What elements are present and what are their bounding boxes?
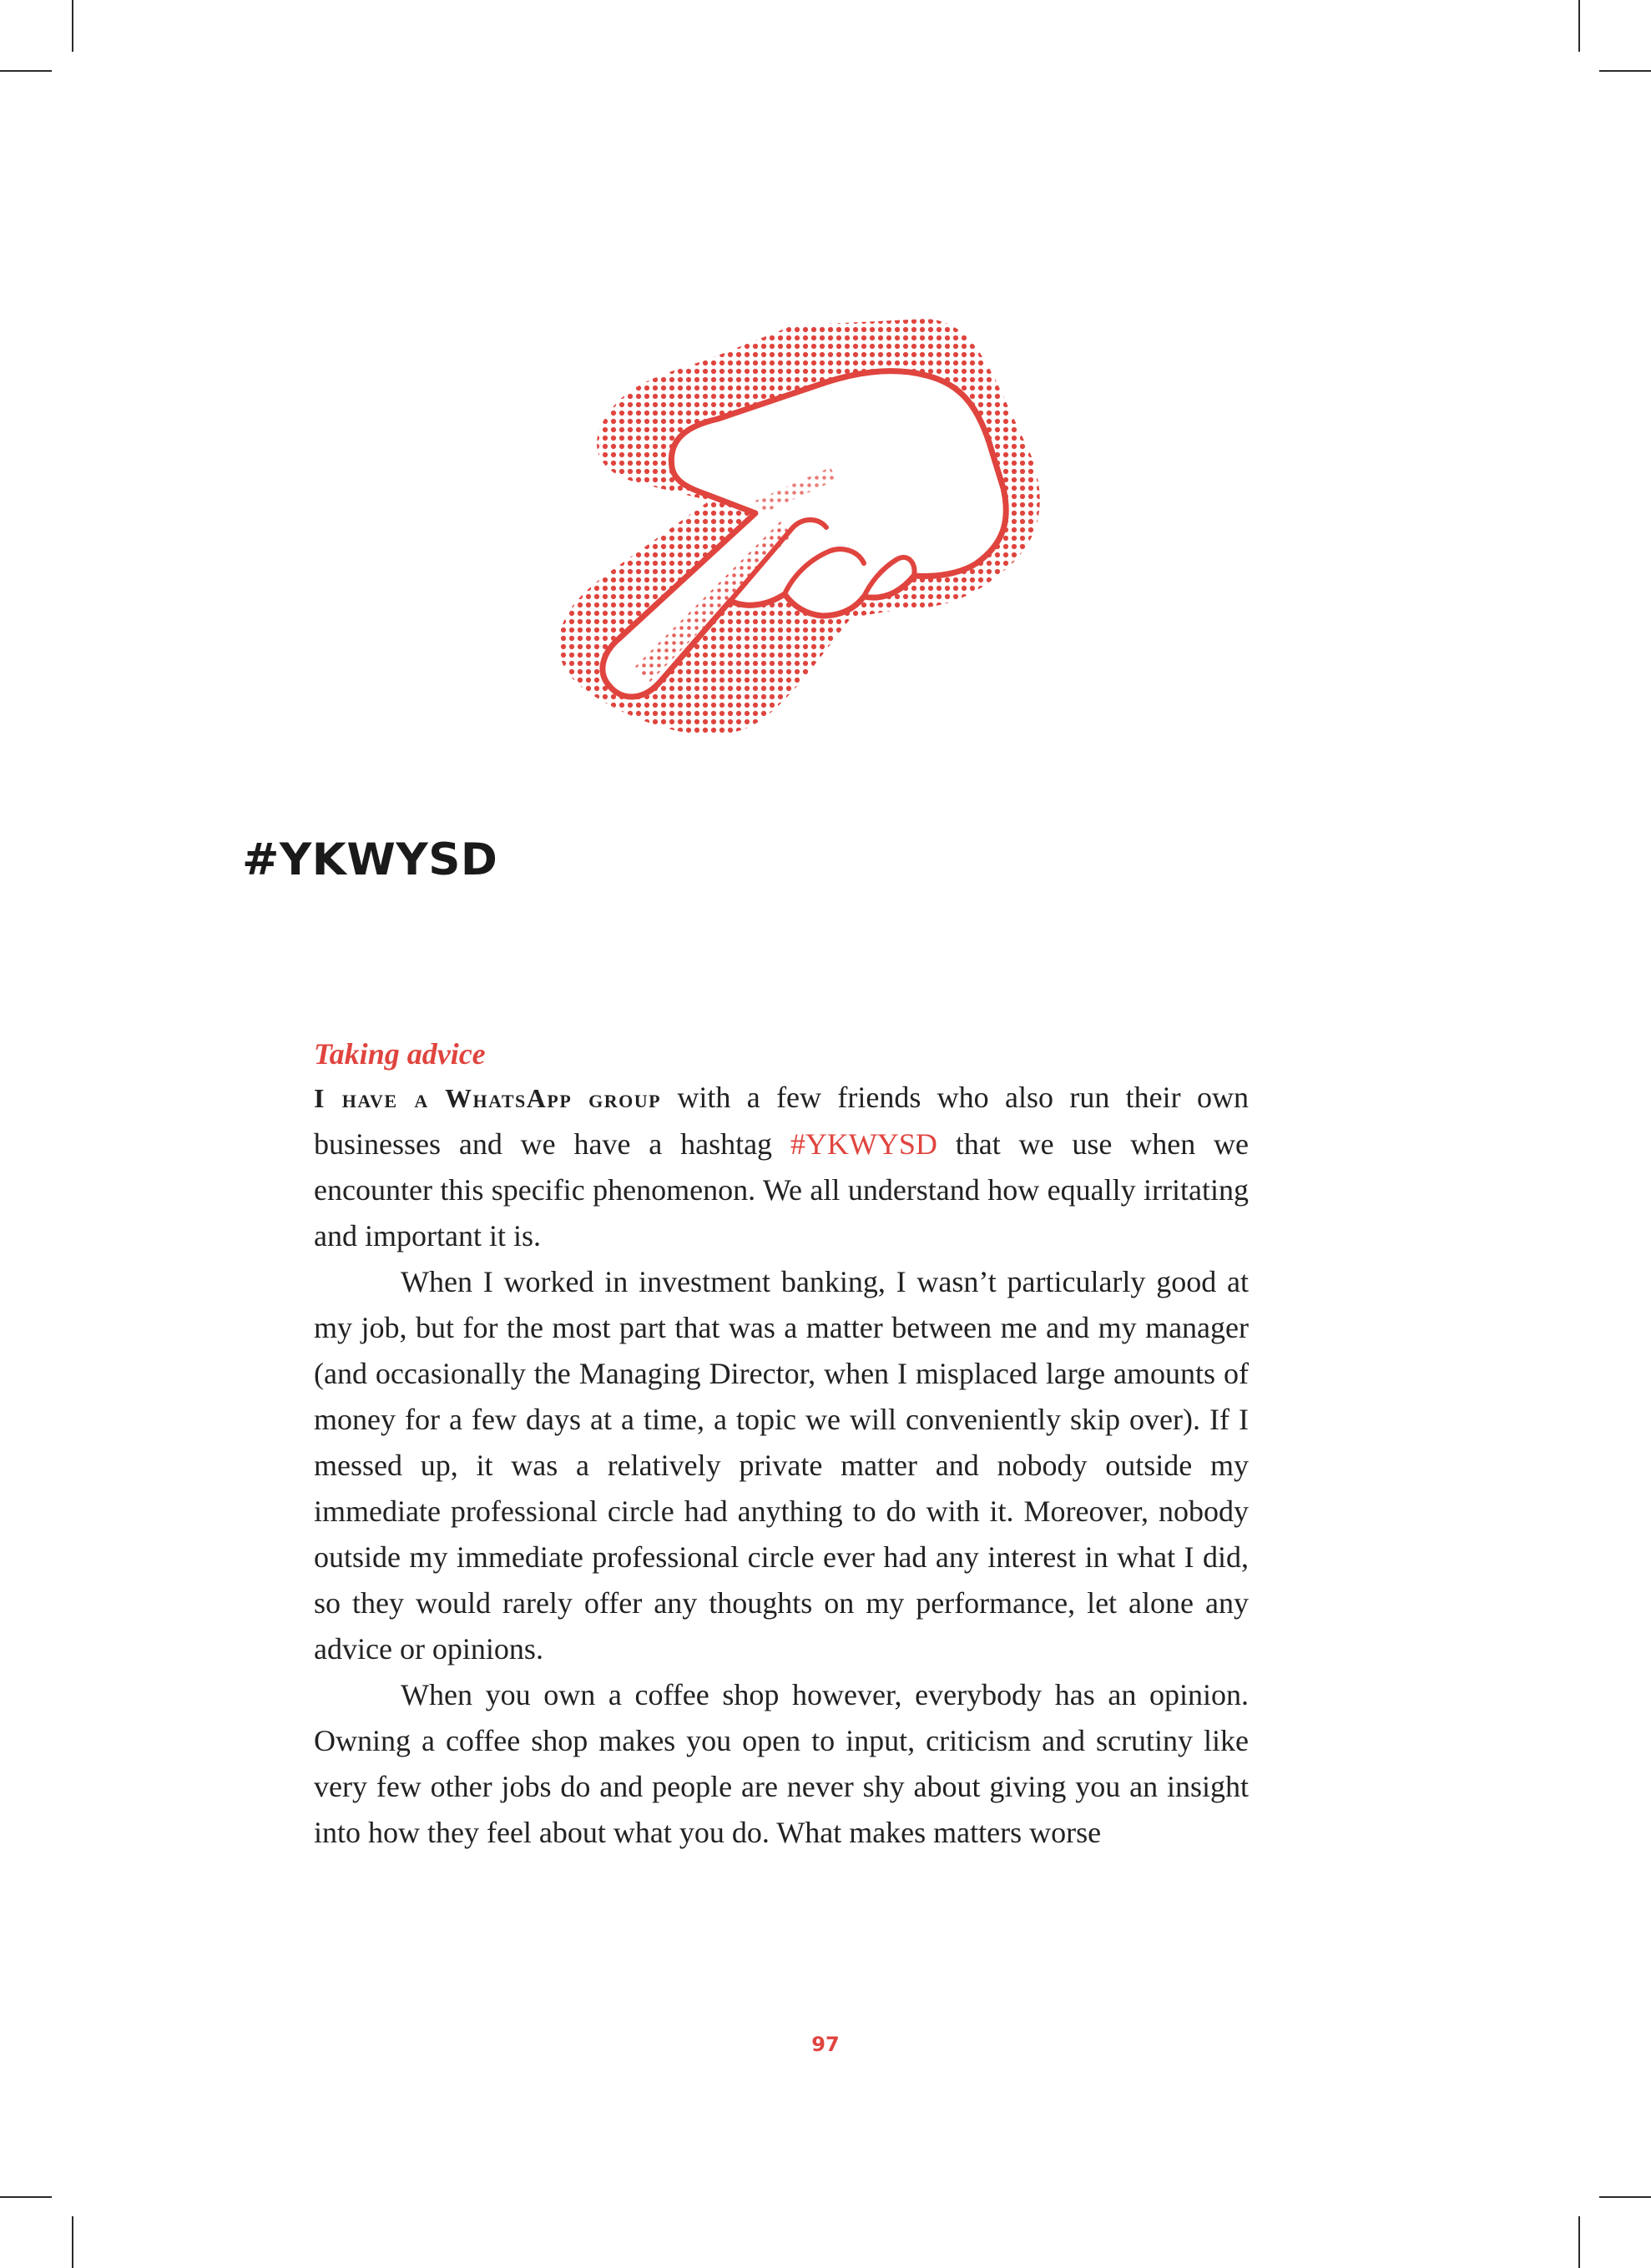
paragraph-text: with a few friends who also run their own businesses and we have a hashtag bbox=[314, 1081, 1249, 1161]
body-text bbox=[314, 1033, 1249, 1856]
paragraph: When you own a coffee shop however, everybody has an opinion. Owning a coffee shop makes you open to input, criticism and scrutiny like very few other jobs do and people are never shy about giving you an insight into how they feel about what you do. What makes matters worse bbox=[314, 1678, 1249, 1849]
paragraph bbox=[314, 1075, 1249, 1259]
hashtag: #YKWYSD bbox=[790, 1127, 937, 1161]
section-heading: Taking advice bbox=[314, 1037, 486, 1071]
crop-mark bbox=[72, 2216, 73, 2268]
paragraph-text: that we use when we encounter this specific phenomenon. We all understand how equally irritating and important it is. bbox=[314, 1127, 1250, 1252]
crop-mark bbox=[72, 0, 73, 52]
chapter-title: #YKWYSD bbox=[242, 834, 498, 885]
crop-mark bbox=[1578, 0, 1580, 52]
crop-mark bbox=[1578, 2216, 1580, 2268]
crop-mark bbox=[0, 2196, 52, 2198]
page-number: 97 bbox=[811, 2033, 840, 2056]
pointing-hand-icon bbox=[543, 309, 1110, 759]
crop-mark bbox=[0, 70, 52, 72]
crop-mark bbox=[1599, 70, 1651, 72]
lead-in-smallcaps: I have a WhatsApp group bbox=[314, 1083, 662, 1113]
crop-mark bbox=[1599, 2196, 1651, 2198]
paragraph: When I worked in investment banking, I wasn’t particularly good at my job, but for the most part that was a matter between me and my manager (and occasionally the Managing Director, when I misplaced large amounts of money for a few days at a time, a topic we will conveniently skip over). If I messed up, it was a relatively private matter and nobody outside my immediate professional circle had anything to do with it. Moreover, nobody outside my immediate professional circle ever had any interest in what I did, so they would rarely offer any thoughts on my performance, let alone any advice or opinions. bbox=[314, 1265, 1249, 1666]
